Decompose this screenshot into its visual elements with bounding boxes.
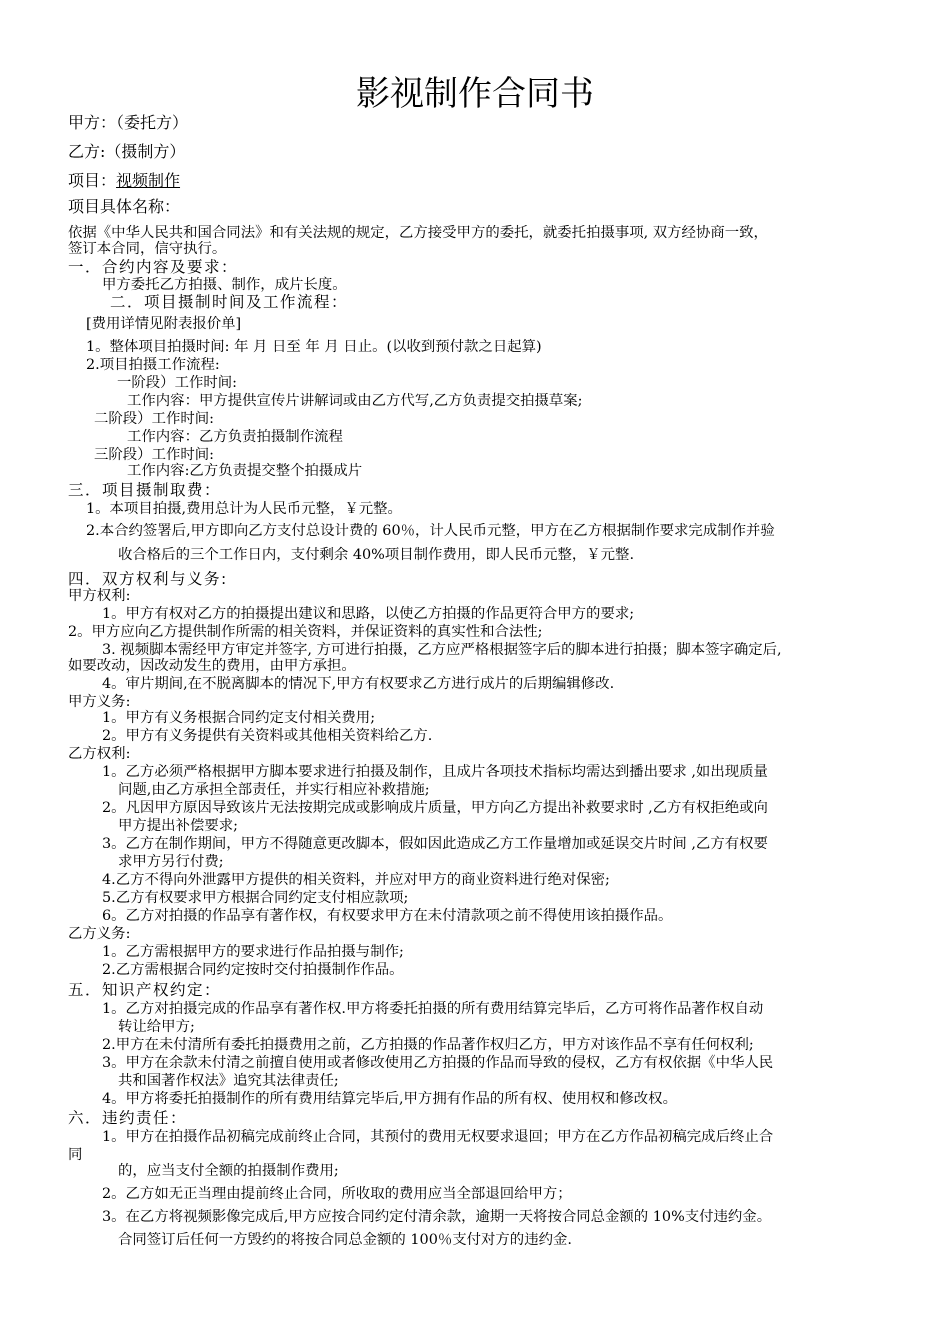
section-6-line: 1。甲方在拍摄作品初稿完成前终止合同，其预付的费用无权要求退回；甲方在乙方作品初稿完成后终止合 <box>102 1129 774 1145</box>
section-4-line: 2。凡因甲方原因导致该片无法按期完成或影响成片质量，甲方向乙方提出补救要求时 ,乙方有权拒绝或向 <box>102 800 768 816</box>
section-5-line: 4。甲方将委托拍摄制作的所有费用结算完毕后,甲方拥有作品的所有权、使用权和修改权。 <box>102 1091 677 1107</box>
section-5-line: 1。乙方对拍摄完成的作品享有著作权.甲方将委托拍摄的所有费用结算完毕后，乙方可将作品著作权自动 <box>102 1001 764 1017</box>
document-title: 影视制作合同书 <box>356 74 594 114</box>
section-4-line: 1。乙方需根据甲方的要求进行作品拍摄与制作; <box>102 944 404 960</box>
section-4-line: 2。甲方有义务提供有关资料或其他相关资料给乙方. <box>102 728 433 744</box>
section-6-line: 合同签订后任何一方毁约的将按合同总金额的 100％支付对方的违约金. <box>118 1232 572 1248</box>
section-2-line: 工作内容：甲方提供宣传片讲解词或由乙方代写,乙方负责提交拍摄草案; <box>127 393 583 409</box>
section-2-line: 三阶段）工作时间: <box>94 447 214 463</box>
section-4-line: 3。乙方在制作期间，甲方不得随意更改脚本，假如因此造成乙方工作量增加或延误交片时间 ,乙方有权要 <box>102 836 768 852</box>
section-4-line: 2.乙方需根据合同约定按时交付拍摄制作作品。 <box>102 962 404 978</box>
section-3-heading: 三．项目摄制取费： <box>68 481 222 499</box>
section-4-line: 甲方权利: <box>68 588 131 604</box>
project-value: 视频制作 <box>116 171 181 190</box>
section-6-line: 2。乙方如无正当理由提前终止合同，所收取的费用应当全部退回给甲方； <box>102 1186 572 1202</box>
section-4-line: 甲方义务: <box>68 694 131 710</box>
party-a-line: 甲方：（委托方） <box>68 113 189 132</box>
section-4-line: 甲方提出补偿要求; <box>118 818 238 834</box>
section-6-heading: 六．违约责任： <box>68 1109 188 1127</box>
section-4-line: 乙方权利: <box>68 746 131 762</box>
section-1-line: 甲方委托乙方拍摄、制作，成片长度。 <box>102 277 347 293</box>
section-2-heading: 二．项目摄制时间及工作流程： <box>110 293 349 311</box>
section-2-line: 工作内容：乙方负责拍摄制作流程 <box>127 429 343 445</box>
section-4-line: 1。甲方有义务根据合同约定支付相关费用; <box>102 710 376 726</box>
section-4-line: 问题,由乙方承担全部责任，并实行相应补救措施; <box>118 782 430 798</box>
section-4-line: 求甲方另行付费; <box>118 854 224 870</box>
section-4-line: 1。乙方必须严格根据甲方脚本要求进行拍摄及制作，且成片各项技术指标均需达到播出要求 ,如出现质量 <box>102 764 768 780</box>
section-4-line: 如要改动，因改动发生的费用，由甲方承担。 <box>68 658 356 674</box>
section-4-heading-text: 四．双方权利与义务 <box>68 570 222 588</box>
section-2-line: [费用详情见附表报价单] <box>86 316 242 332</box>
section-6-line: 3。在乙方将视频影像完成后,甲方应按合同约定付清余款，逾期一天将按合同总金额的 10%支付违约金。 <box>102 1209 772 1225</box>
section-1-heading: 一．合约内容及要求： <box>68 258 239 276</box>
intro-line: 依据《中华人民共和国合同法》和有关法规的规定，乙方接受甲方的委托，就委托拍摄事项, 双方经协商一致， <box>68 225 768 241</box>
section-2-line: 一阶段）工作时间: <box>117 375 237 391</box>
section-2-line: 1。整体项目拍摄时间: 年 月 日至 年 月 日止。(以收到预付款之日起算) <box>86 339 542 355</box>
project-name-line: 项目具体名称： <box>68 197 181 216</box>
section-4-line: 3. 视频脚本需经甲方审定并签字, 方可进行拍摄，乙方应严格根据签字后的脚本进行拍摄；脚本签字确定后, <box>102 642 782 658</box>
section-4-line: 6。乙方对拍摄的作品享有著作权，有权要求甲方在未付清款项之前不得使用该拍摄作品。 <box>102 908 673 924</box>
party-b-line: 乙方:（摄制方） <box>68 142 186 161</box>
section-4-line: 4。审片期间,在不脱离脚本的情况下,甲方有权要求乙方进行成片的后期编辑修改. <box>102 676 615 692</box>
section-4-heading-colon: : <box>221 570 228 588</box>
section-4-line: 1。甲方有权对乙方的拍摄提出建议和思路，以使乙方拍摄的作品更符合甲方的要求; <box>102 606 635 622</box>
section-6-line: 的，应当支付全额的拍摄制作费用; <box>118 1163 339 1179</box>
section-3-line: 收合格后的三个工作日内，支付剩余 40%项目制作费用，即人民币元整，￥元整. <box>118 547 635 563</box>
section-5-line: 共和国著作权法》追究其法律责任; <box>118 1073 339 1089</box>
section-4-line: 5.乙方有权要求甲方根据合同约定支付相应款项; <box>102 890 409 906</box>
section-5-line: 2.甲方在未付清所有委托拍摄费用之前，乙方拍摄的作品著作权归乙方，甲方对该作品不享有任何权利; <box>102 1037 754 1053</box>
section-4-line: 4.乙方不得向外泄露甲方提供的相关资料，并应对甲方的商业资料进行绝对保密; <box>102 872 610 888</box>
section-4-heading <box>68 570 228 588</box>
section-6-line: 同 <box>68 1147 83 1163</box>
project-line <box>68 171 180 191</box>
section-2-line: 2.项目拍摄工作流程: <box>86 357 220 373</box>
intro-line: 签订本合同，信守执行。 <box>68 241 227 257</box>
section-5-heading: 五．知识产权约定： <box>68 981 222 999</box>
section-3-line: 2.本合约签署后,甲方即向乙方支付总设计费的 60％，计人民币元整，甲方在乙方根据制作要求完成制作并验 <box>86 523 775 539</box>
section-4-line: 2。甲方应向乙方提供制作所需的相关资料，并保证资料的真实性和合法性; <box>68 624 543 640</box>
section-5-line: 转让给甲方; <box>118 1019 195 1035</box>
section-4-line: 乙方义务: <box>68 926 131 942</box>
section-3-line: 1。本项目拍摄,费用总计为人民币元整，￥元整。 <box>86 501 402 517</box>
section-2-line: 二阶段）工作时间: <box>94 411 214 427</box>
section-5-line: 3。甲方在余款未付清之前擅自使用或者修改使用乙方拍摄的作品而导致的侵权，乙方有权依据《中华人民 <box>102 1055 774 1071</box>
section-2-line: 工作内容:乙方负责提交整个拍摄成片 <box>127 463 363 479</box>
project-label: 项目： <box>68 171 117 190</box>
